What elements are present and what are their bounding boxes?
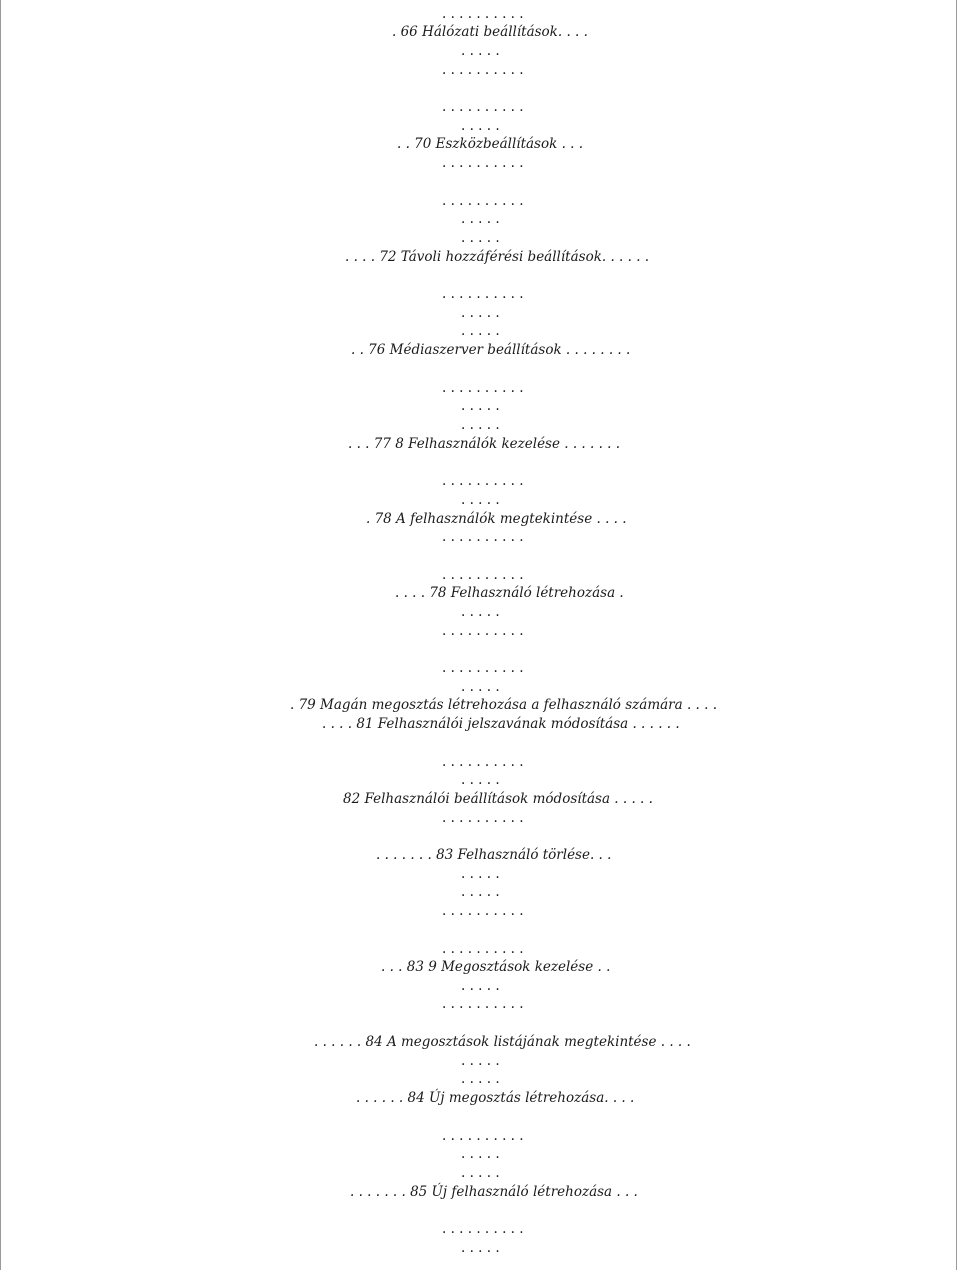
leader-dots: . . . . . bbox=[461, 1053, 500, 1069]
leader-dots: . . . . . bbox=[461, 398, 500, 414]
toc-entry-halozati-beallitasok[interactable]: . 66 Hálózati beállítások. . . . bbox=[392, 24, 588, 40]
leader-dots: . . . . . . . . . . bbox=[442, 473, 524, 489]
toc-entry-felhasznaloi-beallitasok-modositasa[interactable]: 82 Felhasználói beállítások módosítása . . . . . bbox=[343, 791, 653, 807]
toc-entry-felhasznalo-letrehozasa[interactable]: . . . . 78 Felhasználó létrehozása . bbox=[395, 585, 624, 601]
toc-entry-uj-megosztas-letrehozasa[interactable]: . . . . . . 84 Új megosztás létrehozása. . . . bbox=[356, 1090, 635, 1106]
leader-dots: . . . . . bbox=[461, 1146, 500, 1162]
leader-dots: . . . . . bbox=[461, 417, 500, 433]
toc-entry-felhasznalo-torlese[interactable]: . . . . . . . 83 Felhasználó törlése. . . bbox=[376, 847, 612, 863]
leader-dots: . . . . . . . . . . bbox=[442, 941, 524, 957]
leader-dots: . . . . . . . . . . bbox=[442, 155, 524, 171]
leader-dots: . . . . . . . . . . bbox=[442, 286, 524, 302]
leader-dots: . . . . . . . . . . bbox=[442, 380, 524, 396]
leader-dots: . . . . . . . . . . bbox=[442, 193, 524, 209]
page-left-border bbox=[0, 0, 1, 1270]
toc-entry-uj-felhasznalo-letrehozasa[interactable]: . . . . . . . 85 Új felhasználó létrehozása . . . bbox=[350, 1184, 638, 1200]
leader-dots: . . . . . . . . . . bbox=[442, 660, 524, 676]
toc-entry-eszkozbeallitasok[interactable]: . . 70 Eszközbeállítások . . . bbox=[397, 136, 584, 152]
leader-dots: . . . . . bbox=[461, 1240, 500, 1256]
page-right-border bbox=[956, 0, 957, 1270]
leader-dots: . . . . . bbox=[461, 305, 500, 321]
leader-dots: . . . . . bbox=[461, 679, 500, 695]
leader-dots: . . . . . . . . . . bbox=[442, 567, 524, 583]
leader-dots: . . . . . bbox=[461, 492, 500, 508]
leader-dots: . . . . . . . . . . bbox=[442, 996, 524, 1012]
toc-entry-megosztasok-kezelese[interactable]: . . . 83 9 Megosztások kezelése . . bbox=[381, 959, 611, 975]
leader-dots: . . . . . . . . . . bbox=[442, 810, 524, 826]
toc-entry-megosztasok-listaja[interactable]: . . . . . . 84 A megosztások listájának megtekintése . . . . bbox=[314, 1034, 691, 1050]
leader-dots: . . . . . bbox=[461, 118, 500, 134]
leader-dots: . . . . . bbox=[461, 884, 500, 900]
toc-entry-felhasznalok-kezelese[interactable]: . . . 77 8 Felhasználók kezelése . . . . . . . bbox=[348, 436, 621, 452]
leader-dots: . . . . . . . . . . bbox=[442, 1128, 524, 1144]
leader-dots: . . . . . bbox=[461, 772, 500, 788]
leader-dots: . . . . . bbox=[461, 866, 500, 882]
toc-entry-jelszo-modositasa[interactable]: . . . . 81 Felhasználói jelszavának módosítása . . . . . . bbox=[322, 716, 680, 732]
leader-dots: . . . . . . . . . . bbox=[442, 754, 524, 770]
toc-entry-tavoli-hozzaferesi-beallitasok[interactable]: . . . . 72 Távoli hozzáférési beállítások. . . . . . bbox=[345, 249, 650, 265]
leader-dots: . . . . . . . . . . bbox=[442, 623, 524, 639]
leader-dots: . . . . . . . . . . bbox=[442, 6, 524, 22]
leader-dots: . . . . . . . . . . bbox=[442, 62, 524, 78]
leader-dots: . . . . . . . . . . bbox=[442, 529, 524, 545]
toc-entry-felhasznalok-megtekintese[interactable]: . 78 A felhasználók megtekintése . . . . bbox=[366, 511, 627, 527]
leader-dots: . . . . . bbox=[461, 604, 500, 620]
leader-dots: . . . . . . . . . . bbox=[442, 99, 524, 115]
toc-entry-magan-megosztas-letrehozasa[interactable]: . 79 Magán megosztás létrehozása a felhasználó számára . . . . bbox=[290, 697, 717, 713]
leader-dots: . . . . . bbox=[461, 1165, 500, 1181]
leader-dots: . . . . . . . . . . bbox=[442, 1221, 524, 1237]
toc-entry-mediaszerver-beallitasok[interactable]: . . 76 Médiaszerver beállítások . . . . . . . . bbox=[351, 342, 631, 358]
leader-dots: . . . . . bbox=[461, 978, 500, 994]
leader-dots: . . . . . bbox=[461, 323, 500, 339]
leader-dots: . . . . . bbox=[461, 43, 500, 59]
leader-dots: . . . . . . . . . . bbox=[442, 903, 524, 919]
leader-dots: . . . . . bbox=[461, 230, 500, 246]
leader-dots: . . . . . bbox=[461, 211, 500, 227]
leader-dots: . . . . . bbox=[461, 1071, 500, 1087]
